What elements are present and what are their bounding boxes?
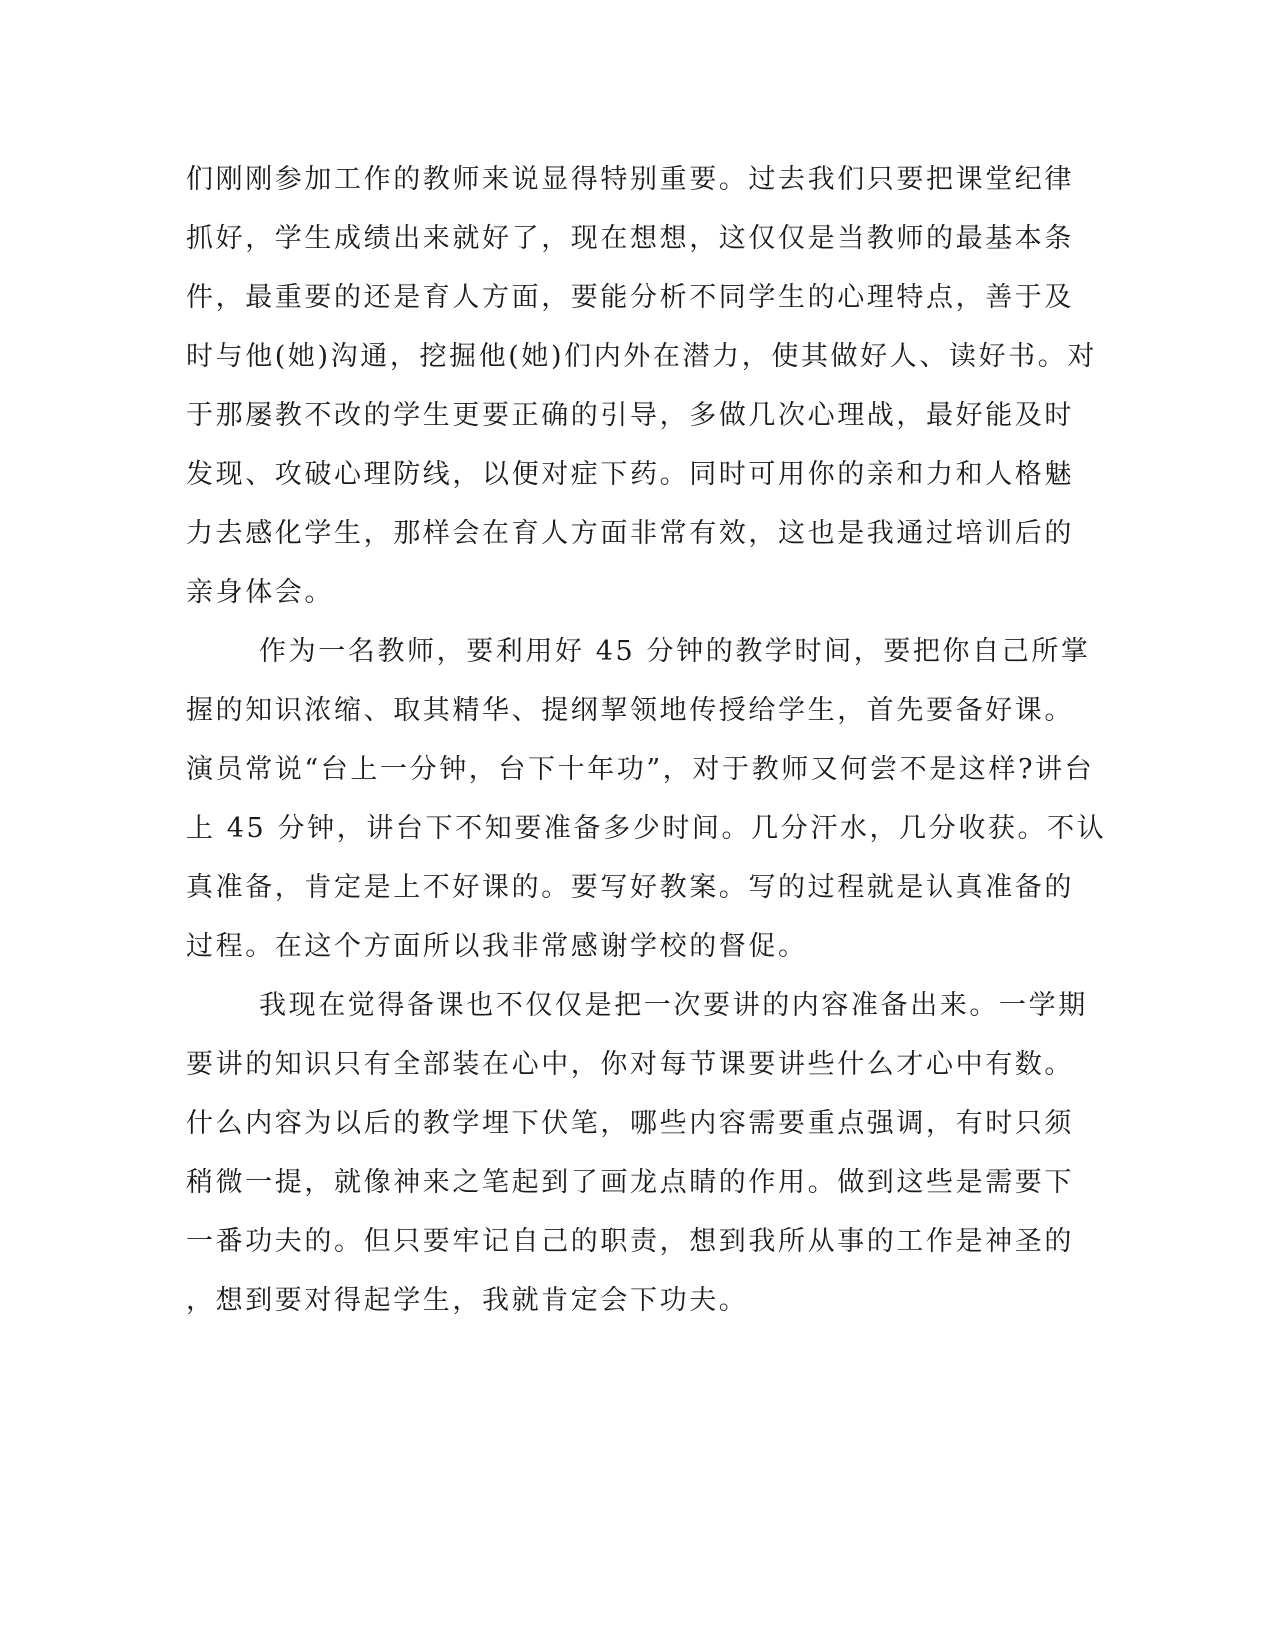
paragraph-3-line-1: 我现在觉得备课也不仅仅是把一次要讲的内容准备出来。一学期 <box>259 990 1088 1021</box>
paragraph-2-line-2: 握的知识浓缩、取其精华、提纲挈领地传授给学生，首先要备好课。 <box>186 695 1074 726</box>
paragraph-1-line-5: 于那屡教不改的学生更要正确的引导，多做几次心理战，最好能及时 <box>186 400 1074 431</box>
paragraph-3-line-5: 一番功夫的。但只要牢记自己的职责，想到我所从事的工作是神圣的 <box>186 1226 1074 1257</box>
paragraph-3-line-6: ，想到要对得起学生，我就肯定会下功夫。 <box>186 1285 749 1316</box>
paragraph-1-line-4: 时与他(她)沟通，挖掘他(她)们内外在潜力，使其做好人、读好书。对 <box>186 341 1097 372</box>
paragraph-2-line-6: 过程。在这个方面所以我非常感谢学校的督促。 <box>186 931 808 962</box>
paragraph-1-line-7: 力去感化学生，那样会在育人方面非常有效，这也是我通过培训后的 <box>186 518 1074 549</box>
paragraph-3-line-4: 稍微一提，就像神来之笔起到了画龙点睛的作用。做到这些是需要下 <box>186 1167 1074 1198</box>
paragraph-1-line-8: 亲身体会。 <box>186 577 334 608</box>
paragraph-1-line-3: 件，最重要的还是育人方面，要能分析不同学生的心理特点，善于及 <box>186 282 1074 313</box>
paragraph-2-line-4: 上 45 分钟，讲台下不知要准备多少时间。几分汗水，几分收获。不认 <box>186 813 1107 844</box>
paragraph-2-line-1: 作为一名教师，要利用好 45 分钟的教学时间，要把你自己所掌 <box>259 636 1091 667</box>
paragraph-3-line-3: 什么内容为以后的教学埋下伏笔，哪些内容需要重点强调，有时只须 <box>186 1108 1074 1139</box>
paragraph-2-line-5: 真准备，肯定是上不好课的。要写好教案。写的过程就是认真准备的 <box>186 872 1074 903</box>
paragraph-2-line-3: 演员常说“台上一分钟，台下十年功”，对于教师又何尝不是这样?讲台 <box>186 754 1095 785</box>
paragraph-1-line-6: 发现、攻破心理防线，以便对症下药。同时可用你的亲和力和人格魅 <box>186 459 1074 490</box>
paragraph-1-line-1: 们刚刚参加工作的教师来说显得特别重要。过去我们只要把课堂纪律 <box>186 164 1074 195</box>
paragraph-3-line-2: 要讲的知识只有全部装在心中，你对每节课要讲些什么才心中有数。 <box>186 1049 1074 1080</box>
paragraph-1-line-2: 抓好，学生成绩出来就好了，现在想想，这仅仅是当教师的最基本条 <box>186 223 1074 254</box>
